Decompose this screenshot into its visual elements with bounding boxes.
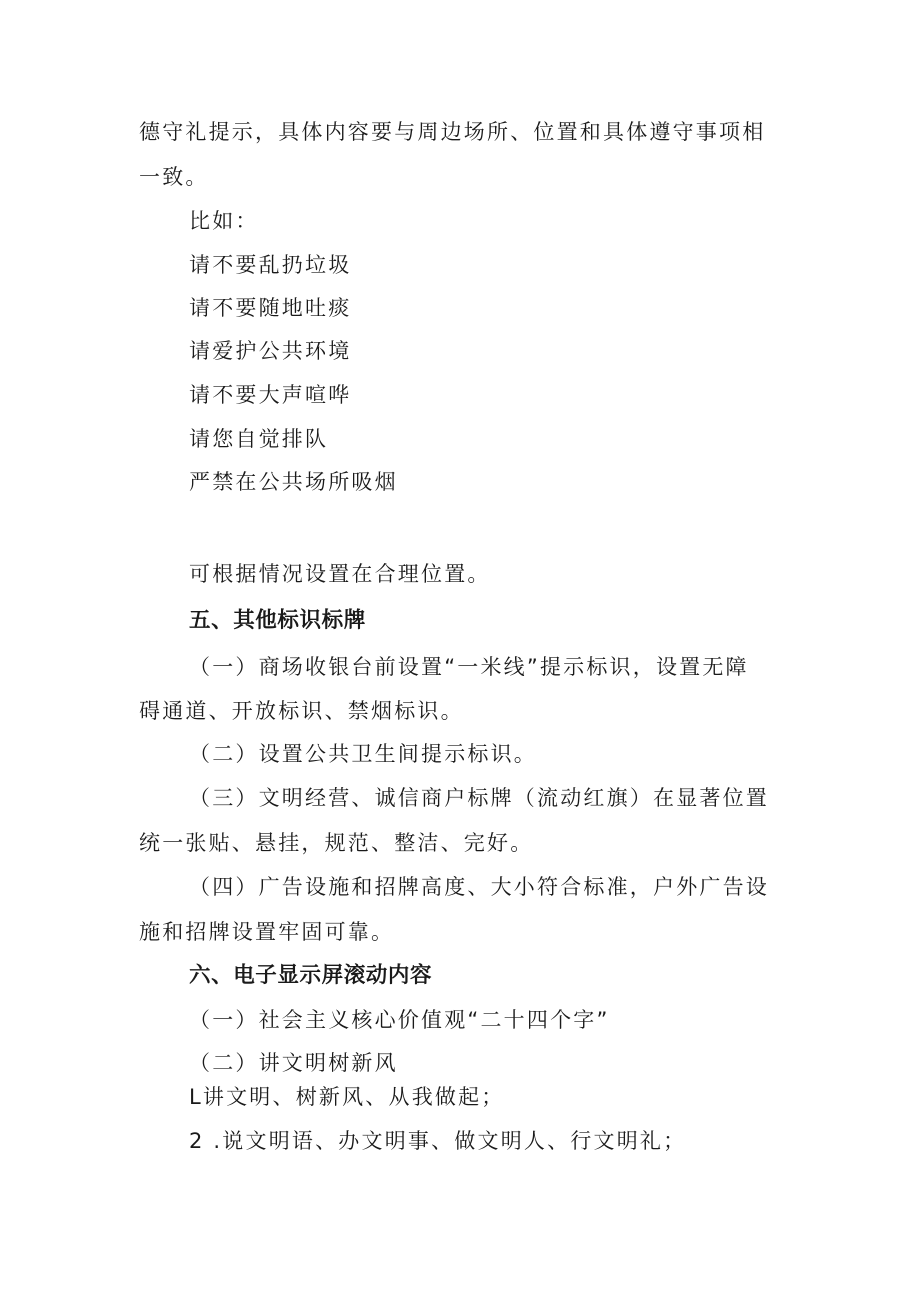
text-line: 可根据情况设置在合理位置。 [189,562,491,586]
text-line: 碍通道、开放标识、禁烟标识。 [139,699,464,723]
text-line: 德守礼提示，具体内容要与周边场所、位置和具体遵守事项相 [139,120,766,144]
list-item: 请不要大声喧哗 [189,383,352,407]
text-line: （一）社会主义核心价值观“二十四个字” [189,1008,610,1032]
list-item: 请您自觉排队 [189,427,329,451]
list-item: 2 .说文明语、办文明事、做文明人、行文明礼； [189,1129,687,1153]
list-item: 请不要随地吐痰 [189,296,352,320]
list-item: 严禁在公共场所吸烟 [189,470,398,494]
text-line: 一致。 [139,165,209,189]
text-line: （二）讲文明树新风 [189,1051,398,1075]
text-line: （四）广告设施和招牌高度、大小符合标准，户外广告设 [189,875,769,899]
text-line: 比如： [189,209,259,233]
text-line: 统一张贴、悬挂，规范、整洁、完好。 [139,831,534,855]
text-line: （一）商场收银台前设置“一米线”提示标识，设置无障 [189,655,749,679]
text-line: （三）文明经营、诚信商户标牌（流动红旗）在显著位置 [189,786,769,810]
section-heading: 六、电子显示屏滚动内容 [189,963,433,988]
text-line: 施和招牌设置牢固可靠。 [139,920,395,944]
section-heading: 五、其他标识标牌 [189,608,366,633]
list-item: 请爱护公共环境 [189,339,352,363]
list-item: L讲文明、树新风、从我做起； [189,1085,505,1109]
list-item: 请不要乱扔垃圾 [189,253,352,277]
text-line: （二）设置公共卫生间提示标识。 [189,742,537,766]
